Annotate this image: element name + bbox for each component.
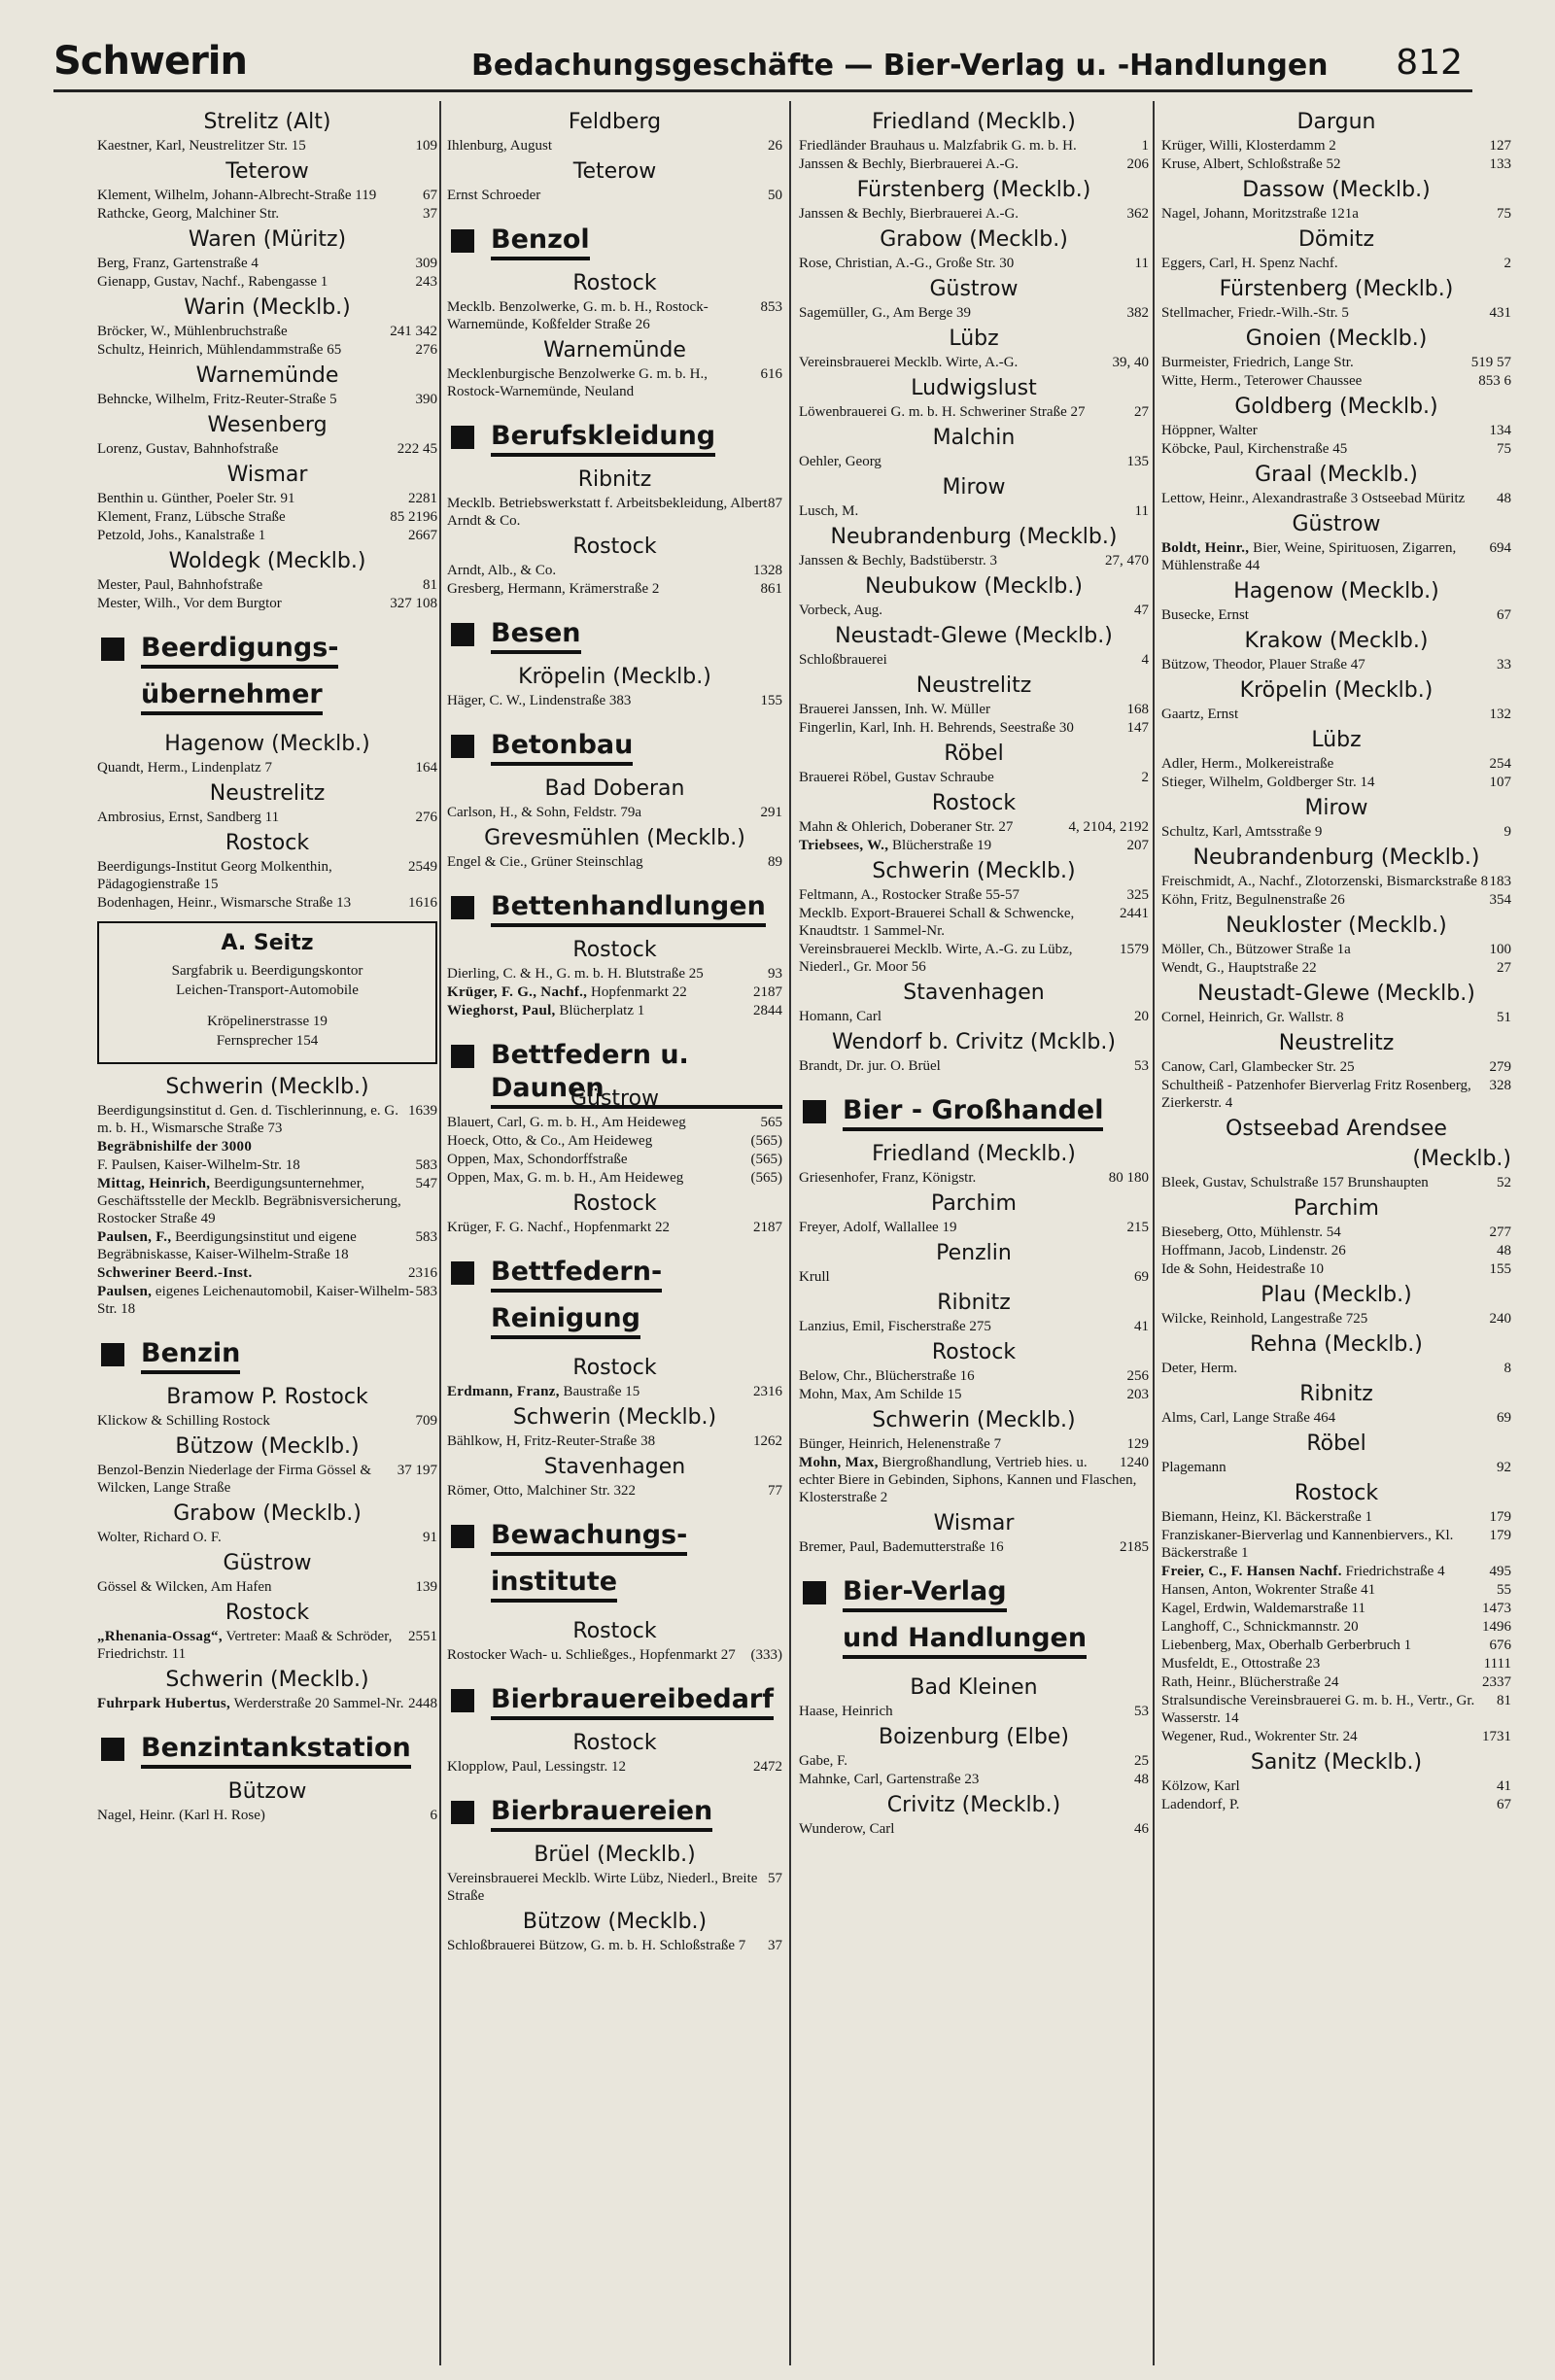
listing: Begräbnishilfe der 3000 (97, 1139, 253, 1155)
city-heading: Ribnitz (577, 467, 652, 492)
listing: 57 Vereinsbrauerei Mecklb. Wirte Lübz, Niederl., Breite Straße (447, 1871, 782, 1904)
listing: 183 Freischmidt, A., Nachf., Zlotorzenski, Bismarckstraße 8 (1161, 874, 1511, 889)
listing: 92 Plagemann (1161, 1460, 1511, 1475)
city-heading: Rostock (931, 791, 1017, 815)
city-heading: Brüel (Mecklb.) (534, 1843, 696, 1867)
listing: 55 Hansen, Anton, Wokrenter Straße 41 (1161, 1582, 1511, 1598)
city-heading: Graal (Mecklb.) (1255, 463, 1418, 487)
listing: 46 Wunderow, Carl (799, 1821, 1149, 1837)
category-heading: Benzin (97, 1333, 437, 1374)
listing: 2187 Krüger, F. G. Nachf., Hopfenmarkt 22 (447, 1220, 782, 1235)
listing: 583 Paulsen, F., Beerdigungsinstitut und eigene Begräbniskasse, Kaiser-Wilhelm-Straße 18 (97, 1229, 437, 1262)
listing: 256 Below, Chr., Blücherstraße 16 (799, 1368, 1149, 1384)
listing: 861 Gresberg, Hermann, Krämerstraße 2 (447, 581, 782, 597)
city-heading: Lübz (949, 327, 999, 351)
category-heading: Besen (447, 613, 782, 654)
city-heading: Neustadt-Glewe (Mecklb.) (835, 624, 1113, 648)
listing: 2441 Mecklb. Export-Brauerei Schall & Schwencke, Knaudtstr. 1 Sammel-Nr. (799, 906, 1149, 939)
ad-line: Sargfabrik u. Beerdigungskontor (171, 963, 363, 979)
city-heading: Güstrow (929, 277, 1019, 301)
city-heading: Friedland (Mecklb.) (872, 1142, 1076, 1166)
listing: 1 Friedländer Brauhaus u. Malzfabrik G. m. b. H. (799, 138, 1149, 154)
listing: 75 Nagel, Johann, Moritzstraße 121a (1161, 206, 1511, 222)
listing: 20 Homann, Carl (799, 1009, 1149, 1024)
city-heading: Neubukow (Mecklb.) (865, 574, 1083, 599)
listing: 134 Höppner, Walter (1161, 423, 1511, 438)
listing: 2281 Benthin u. Günther, Poeler Str. 91 (97, 491, 437, 506)
listing: 89 Engel & Cie., Grüner Steinschlag (447, 854, 782, 870)
listing: 67 Busecke, Ernst (1161, 607, 1511, 623)
column-divider (439, 101, 441, 2365)
column-divider (1153, 101, 1155, 2365)
city-heading: Fürstenberg (Mecklb.) (1219, 277, 1454, 301)
city-heading: Grevesmühlen (Mecklb.) (484, 826, 745, 850)
city-heading: Güstrow (223, 1551, 312, 1575)
listing: 2667 Petzold, Johs., Kanalstraße 1 (97, 528, 437, 543)
listing: 47 Vorbeck, Aug. (799, 603, 1149, 618)
city-heading: Grabow (Mecklb.) (173, 1501, 362, 1526)
city-heading: Parchim (931, 1191, 1017, 1216)
listing: 2316 Erdmann, Franz, Baustraße 15 (447, 1384, 782, 1399)
listing: 80 180 Griesenhofer, Franz, Königstr. (799, 1170, 1149, 1186)
city-heading: Ribnitz (1299, 1382, 1373, 1406)
city-heading: Hagenow (Mecklb.) (1233, 579, 1439, 604)
listing: 50 Ernst Schroeder (447, 188, 782, 203)
category-bullet-icon (451, 1045, 474, 1068)
listing: 69 Alms, Carl, Lange Straße 464 (1161, 1410, 1511, 1426)
listing: 206 Janssen & Bechly, Bierbrauerei A.-G. (799, 156, 1149, 172)
listing: 2549 Beerdigungs-Institut Georg Molkenthin, Pädagogienstraße 15 (97, 859, 437, 892)
listing: 168 Brauerei Janssen, Inh. W. Müller (799, 702, 1149, 717)
category-bullet-icon (451, 896, 474, 919)
advertisement-box (97, 921, 437, 1064)
city-heading: Rostock (572, 938, 657, 962)
listing: 48 Lettow, Heinr., Alexandrastraße 3 Ostseebad Müritz (1161, 491, 1511, 506)
listing: 207 Triebsees, W., Blücherstraße 19 (799, 838, 1149, 853)
listing: 41 Lanzius, Emil, Fischerstraße 275 (799, 1319, 1149, 1334)
listing: 69 Krull (799, 1269, 1149, 1285)
listing: 2 Eggers, Carl, H. Spenz Nachf. (1161, 256, 1511, 271)
listing: 241 342 Bröcker, W., Mühlenbruchstraße (97, 324, 437, 339)
listing: 694 Boldt, Heinr., Bier, Weine, Spirituosen, Zigarren, Mühlenstraße 44 (1161, 540, 1511, 573)
category-bullet-icon (451, 623, 474, 646)
city-heading: Friedland (Mecklb.) (872, 110, 1076, 134)
listing: 1639 Beerdigungsinstitut d. Gen. d. Tischlerinnung, e. G. m. b. H., Wismarsche Straße 73 (97, 1103, 437, 1136)
city-heading: Neustadt-Glewe (Mecklb.) (1197, 982, 1475, 1006)
header-title: Bedachungsgeschäfte — Bier-Verlag u. -Handlungen (471, 49, 1329, 83)
listing: 709 Klickow & Schilling Rostock (97, 1413, 437, 1429)
category-heading: Bettfedern- Reinigung (447, 1252, 782, 1345)
column-divider (789, 101, 791, 2365)
listing: 164 Quandt, Herm., Lindenplatz 7 (97, 760, 437, 776)
category-bullet-icon (101, 1343, 124, 1366)
listing: 48 Hoffmann, Jacob, Lindenstr. 26 (1161, 1243, 1511, 1259)
category-heading: Bierbrauereien (447, 1791, 782, 1832)
city-heading: Rehna (Mecklb.) (1250, 1332, 1423, 1357)
city-heading: Warnemünde (195, 363, 339, 388)
city-heading: Krakow (Mecklb.) (1244, 629, 1429, 653)
listing: 2551 „Rhenania-Ossag“, Vertreter: Maaß & Schröder, Friedrichstr. 11 (97, 1629, 437, 1662)
listing: 1731 Wegener, Rud., Wokrenter Str. 24 (1161, 1729, 1511, 1744)
category-heading: Bewachungs- institute (447, 1515, 782, 1608)
listing: 27 Löwenbrauerei G. m. b. H. Schweriner Straße 27 (799, 404, 1149, 420)
city-heading: Rostock (572, 535, 657, 559)
listing: 75 Köbcke, Paul, Kirchenstraße 45 (1161, 441, 1511, 457)
city-heading: Dassow (Mecklb.) (1242, 178, 1431, 202)
listing: 179 Biemann, Heinz, Kl. Bäckerstraße 1 (1161, 1509, 1511, 1525)
listing: 33 Bützow, Theodor, Plauer Straße 47 (1161, 657, 1511, 673)
city-heading: Neustrelitz (916, 673, 1032, 698)
ad-line: Kröpelinerstrasse 19 (207, 1014, 328, 1029)
listing: 53 Brandt, Dr. jur. O. Brüel (799, 1058, 1149, 1074)
listing: 583 Paulsen, eigenes Leichenautomobil, Kaiser-Wilhelm-Str. 18 (97, 1284, 437, 1317)
city-heading: Woldegk (Mecklb.) (168, 549, 366, 573)
listing: 676 Liebenberg, Max, Oberhalb Gerberbruch 1 (1161, 1638, 1511, 1653)
listing: 2448 Fuhrpark Hubertus, Werderstraße 20 Sammel-Nr. (97, 1696, 437, 1711)
city-heading: Rostock (572, 1191, 657, 1216)
listing: 2844 Wieghorst, Paul, Blücherplatz 1 (447, 1003, 782, 1018)
city-heading: Dargun (1296, 110, 1376, 134)
listing: 853 Mecklb. Benzolwerke, G. m. b. H., Rostock-Warnemünde, Koßfelder Straße 26 (447, 299, 782, 332)
listing: 1473 Kagel, Erdwin, Waldemarstraße 11 (1161, 1601, 1511, 1616)
header-rule (53, 89, 1472, 92)
city-heading: Malchin (932, 426, 1016, 450)
city-heading: Neukloster (Mecklb.) (1226, 914, 1447, 938)
listing: 133 Kruse, Albert, Schloßstraße 52 (1161, 156, 1511, 172)
listing: 127 Krüger, Willi, Klosterdamm 2 (1161, 138, 1511, 154)
listing: 4, 2104, 2192 Mahn & Ohlerich, Doberaner Str. 27 (799, 819, 1149, 835)
city-heading: Neustrelitz (1278, 1031, 1395, 1055)
listing: 135 Oehler, Georg (799, 454, 1149, 469)
city-heading: Wismar (933, 1511, 1015, 1535)
city-heading: Crivitz (Mecklb.) (886, 1793, 1061, 1817)
listing: 53 Haase, Heinrich (799, 1704, 1149, 1719)
city-heading: Rostock (572, 1619, 657, 1643)
city-heading: Stavenhagen (903, 981, 1045, 1005)
city-heading: Rostock (572, 271, 657, 295)
city-heading: Schwerin (Mecklb.) (872, 859, 1076, 883)
column-4 (1161, 105, 1511, 1814)
category-bullet-icon (451, 1689, 474, 1712)
city-heading: Wismar (226, 463, 308, 487)
column-3 (799, 105, 1149, 1839)
listing: 129 Bünger, Heinrich, Helenenstraße 7 (799, 1436, 1149, 1452)
category-heading: Berufskleidung (447, 416, 782, 457)
city-heading: Hagenow (Mecklb.) (164, 732, 370, 756)
listing: 1240 Mohn, Max, Biergroßhandlung, Vertrieb hies. u. echter Biere in Gebinden, Siphons, Kannen und Flaschen, Klosterstraße 2 (799, 1455, 1149, 1505)
listing: 155 Ide & Sohn, Heidestraße 10 (1161, 1261, 1511, 1277)
listing: 27, 470 Janssen & Bechly, Badstüberstr. 3 (799, 553, 1149, 569)
listing: 51 Cornel, Heinrich, Gr. Wallstr. 8 (1161, 1010, 1511, 1025)
listing: 4 Schloßbrauerei (799, 652, 1149, 668)
listing: 254 Adler, Herm., Molkereistraße (1161, 756, 1511, 772)
listing: 11 Lusch, M. (799, 503, 1149, 519)
category-heading: Bier - Großhandel (799, 1090, 1149, 1131)
city-heading: Schwerin (Mecklb.) (872, 1408, 1076, 1432)
city-heading: Rostock (225, 831, 310, 855)
listing: 39, 40 Vereinsbrauerei Mecklb. Wirte, A.-G. (799, 355, 1149, 370)
city-heading: Röbel (1306, 1431, 1366, 1456)
listing: 132 Gaartz, Ernst (1161, 707, 1511, 722)
city-heading: Rostock (1294, 1481, 1379, 1505)
ad-line: Fernsprecher 154 (216, 1033, 319, 1049)
listing: 93 Dierling, C. & H., G. m. b. H. Blutstraße 25 (447, 966, 782, 982)
page-header (53, 39, 1472, 89)
listing: 77 Römer, Otto, Malchiner Str. 322 (447, 1483, 782, 1499)
listing: 100 Möller, Ch., Bützower Straße 1a (1161, 942, 1511, 957)
category-bullet-icon (451, 1261, 474, 1285)
city-heading: Neustrelitz (209, 781, 326, 806)
city-heading: Schwerin (Mecklb.) (512, 1405, 717, 1430)
city-heading: Sanitz (Mecklb.) (1250, 1750, 1423, 1775)
category-bullet-icon (451, 735, 474, 758)
listing: 616 Mecklenburgische Benzolwerke G. m. b. H., Rostock-Warnemünde, Neuland (447, 366, 782, 399)
city-heading: (Mecklb.) (1412, 1147, 1511, 1171)
listing: 26 Ihlenburg, August (447, 138, 782, 154)
city-heading: Dömitz (1297, 227, 1375, 252)
listing: (333) Rostocker Wach- u. Schließges., Hopfenmarkt 27 (447, 1647, 782, 1663)
listing: 203 Mohn, Max, Am Schilde 15 (799, 1387, 1149, 1402)
listing: 37 197 Benzol-Benzin Niederlage der Firma Gössel & Wilcken, Lange Straße (97, 1463, 437, 1496)
city-heading: Güstrow (1292, 512, 1381, 536)
city-heading: Ludwigslust (911, 376, 1037, 400)
listing: 11 Rose, Christian, A.-G., Große Str. 30 (799, 256, 1149, 271)
city-heading: Warnemünde (543, 338, 686, 362)
listing: 109 Kaestner, Karl, Neustrelitzer Str. 15 (97, 138, 437, 154)
listing: 139 Gössel & Wilcken, Am Hafen (97, 1579, 437, 1595)
category-heading: Bettfedern u. Daunen (447, 1035, 782, 1076)
listing: 519 57 Burmeister, Friedrich, Lange Str. (1161, 355, 1511, 370)
listing: 243 Gienapp, Gustav, Nachf., Rabengasse 1 (97, 274, 437, 290)
listing: 107 Stieger, Wilhelm, Goldberger Str. 14 (1161, 775, 1511, 790)
city-heading: Lübz (1311, 728, 1362, 752)
city-heading: Neubrandenburg (Mecklb.) (1192, 845, 1480, 870)
listing: 240 Wilcke, Reinhold, Langestraße 725 (1161, 1311, 1511, 1327)
listing: 1262 Bählkow, H, Fritz-Reuter-Straße 38 (447, 1433, 782, 1449)
listing: 1328 Arndt, Alb., & Co. (447, 563, 782, 578)
column-1 (97, 105, 437, 1825)
category-bullet-icon (803, 1581, 826, 1604)
city-heading: Bad Doberan (544, 776, 685, 801)
listing: 325 Feltmann, A., Rostocker Straße 55-57 (799, 887, 1149, 903)
listing: 1496 Langhoff, C., Schnickmannstr. 20 (1161, 1619, 1511, 1635)
listing: 2 Brauerei Röbel, Gustav Schraube (799, 770, 1149, 785)
listing: 67 Klement, Wilhelm, Johann-Albrecht-Straße 119 (97, 188, 437, 203)
column-2 (447, 105, 782, 1955)
page-number: 812 (1396, 43, 1463, 83)
city-heading: Kröpelin (Mecklb.) (518, 665, 711, 689)
listing: 362 Janssen & Bechly, Bierbrauerei A.-G. (799, 206, 1149, 222)
listing: 41 Kölzow, Karl (1161, 1778, 1511, 1794)
listing: 9 Schultz, Karl, Amtsstraße 9 (1161, 824, 1511, 840)
listing: 147 Fingerlin, Karl, Inh. H. Behrends, Seestraße 30 (799, 720, 1149, 736)
category-heading: Bier-Verlag und Handlungen (799, 1571, 1149, 1665)
listing: (565) Oppen, Max, G. m. b. H., Am Heideweg (447, 1170, 782, 1186)
listing: 354 Köhn, Fritz, Begulnenstraße 26 (1161, 892, 1511, 908)
listing: (565) Hoeck, Otto, & Co., Am Heideweg (447, 1133, 782, 1149)
category-bullet-icon (803, 1100, 826, 1123)
category-bullet-icon (451, 229, 474, 253)
listing: 583 F. Paulsen, Kaiser-Wilhelm-Str. 18 (97, 1157, 437, 1173)
city-heading: Teterow (572, 159, 657, 184)
listing: (565) Oppen, Max, Schondorffstraße (447, 1152, 782, 1167)
city-heading: Bramow P. Rostock (166, 1385, 368, 1409)
listing: 25 Gabe, F. (799, 1753, 1149, 1769)
city-heading: Schwerin (Mecklb.) (165, 1075, 369, 1099)
city-heading: Rostock (572, 1731, 657, 1755)
city-heading: Plau (Mecklb.) (1261, 1283, 1412, 1307)
city-heading: Waren (Müritz) (188, 227, 347, 252)
listing: 2187 Krüger, F. G., Nachf., Hopfenmarkt 22 (447, 984, 782, 1000)
listing: 1579 Vereinsbrauerei Mecklb. Wirte, A.-G. zu Lübz, Niederl., Gr. Moor 56 (799, 942, 1149, 975)
listing: 2316 Schweriner Beerd.-Inst. (97, 1265, 437, 1281)
city-heading: Röbel (944, 742, 1004, 766)
city-heading: Grabow (Mecklb.) (880, 227, 1068, 252)
city-heading: Bützow (Mecklb.) (175, 1434, 360, 1459)
city-heading: Wesenberg (207, 413, 328, 437)
city-heading: Goldberg (Mecklb.) (1234, 395, 1438, 419)
listing: 37 Rathcke, Georg, Malchiner Str. (97, 206, 437, 222)
city-heading: Gnoien (Mecklb.) (1245, 327, 1428, 351)
city-heading: Boizenburg (Elbe) (879, 1725, 1069, 1749)
listing: 27 Wendt, G., Hauptstraße 22 (1161, 960, 1511, 976)
listing: 382 Sagemüller, G., Am Berge 39 (799, 305, 1149, 321)
listing: 1111 Musfeldt, E., Ottostraße 23 (1161, 1656, 1511, 1672)
city-heading: Ribnitz (937, 1291, 1011, 1315)
category-bullet-icon (101, 638, 124, 661)
category-heading: Bierbrauereibedarf (447, 1679, 782, 1720)
listing: 91 Wolter, Richard O. F. (97, 1530, 437, 1545)
ad-title: A. Seitz (221, 931, 314, 955)
city-heading: Ostseebad Arendsee (1226, 1117, 1447, 1141)
listing: 215 Freyer, Adolf, Wallallee 19 (799, 1220, 1149, 1235)
category-heading: Benzintankstation (97, 1728, 437, 1769)
listing: 2185 Bremer, Paul, Bademutterstraße 16 (799, 1539, 1149, 1555)
listing: 291 Carlson, H., & Sohn, Feldstr. 79a (447, 805, 782, 820)
city-heading: Teterow (225, 159, 309, 184)
listing: 279 Canow, Carl, Glambecker Str. 25 (1161, 1059, 1511, 1075)
category-bullet-icon (451, 1525, 474, 1548)
listing: 431 Stellmacher, Friedr.-Wilh.-Str. 5 (1161, 305, 1511, 321)
listing: 222 45 Lorenz, Gustav, Bahnhofstraße (97, 441, 437, 457)
listing: 87 Mecklb. Betriebswerkstatt f. Arbeitsbekleidung, Albert Arndt & Co. (447, 496, 782, 529)
listing: 81 Mester, Paul, Bahnhofstraße (97, 577, 437, 593)
listing: 48 Mahnke, Carl, Gartenstraße 23 (799, 1772, 1149, 1787)
category-heading: Bettenhandlungen (447, 886, 782, 927)
city-heading: Wendorf b. Crivitz (Mcklb.) (832, 1030, 1116, 1054)
listing: 853 6 Witte, Herm., Teterower Chaussee (1161, 373, 1511, 389)
city-heading: Rostock (225, 1601, 310, 1625)
listing: 67 Ladendorf, P. (1161, 1797, 1511, 1812)
city-heading: Kröpelin (Mecklb.) (1239, 678, 1434, 703)
city-heading: Rostock (572, 1356, 657, 1380)
city-heading: Bützow (227, 1779, 307, 1804)
category-bullet-icon (451, 426, 474, 449)
category-heading: Benzol (447, 220, 782, 260)
listing: 2472 Klopplow, Paul, Lessingstr. 12 (447, 1759, 782, 1775)
city-heading: Schwerin (Mecklb.) (165, 1668, 369, 1692)
listing: 52 Bleek, Gustav, Schulstraße 157 Brunshaupten (1161, 1175, 1511, 1190)
city-heading: Bützow (Mecklb.) (522, 1910, 708, 1934)
city-heading: Fürstenberg (Mecklb.) (856, 178, 1091, 202)
city-heading: Güstrow (570, 1087, 660, 1111)
city-heading: Stavenhagen (543, 1455, 686, 1479)
category-bullet-icon (451, 1801, 474, 1824)
listing: 1616 Bodenhagen, Heinr., Wismarsche Straße 13 (97, 895, 437, 911)
listing: 276 Ambrosius, Ernst, Sandberg 11 (97, 810, 437, 825)
listing: 6 Nagel, Heinr. (Karl H. Rose) (97, 1808, 437, 1823)
listing: 37 Schloßbrauerei Bützow, G. m. b. H. Schloßstraße 7 (447, 1938, 782, 1953)
listing: 8 Deter, Herm. (1161, 1361, 1511, 1376)
city-heading: Strelitz (Alt) (203, 110, 331, 134)
city-heading: Mirow (1304, 796, 1368, 820)
listing: 328 Schultheiß - Patzenhofer Bierverlag Fritz Rosenberg, Zierkerstr. 4 (1161, 1078, 1511, 1111)
city-heading: Feldberg (568, 110, 662, 134)
listing: 85 2196 Klement, Franz, Lübsche Straße (97, 509, 437, 525)
city-heading: Neubrandenburg (Mecklb.) (830, 525, 1118, 549)
listing: 2337 Rath, Heinr., Blücherstraße 24 (1161, 1674, 1511, 1690)
listing: 495 Freier, C., F. Hansen Nachf. Friedrichstraße 4 (1161, 1564, 1511, 1579)
listing: 155 Häger, C. W., Lindenstraße 383 (447, 693, 782, 708)
listing: 327 108 Mester, Wilh., Vor dem Burgtor (97, 596, 437, 611)
city-heading: Parchim (1294, 1196, 1379, 1221)
category-heading: Betonbau (447, 725, 782, 766)
listing: 277 Bieseberg, Otto, Mühlenstr. 54 (1161, 1224, 1511, 1240)
listing: 390 Behncke, Wilhelm, Fritz-Reuter-Straße 5 (97, 392, 437, 407)
city-heading: Rostock (931, 1340, 1017, 1364)
listing: 179 Franziskaner-Bierverlag und Kannenbiervers., Kl. Bäckerstraße 1 (1161, 1528, 1511, 1561)
listing: 309 Berg, Franz, Gartenstraße 4 (97, 256, 437, 271)
city-heading: Warin (Mecklb.) (184, 295, 351, 320)
ad-line: Leichen-Transport-Automobile (176, 983, 359, 998)
header-city: Schwerin (53, 39, 247, 84)
city-heading: Penzlin (936, 1241, 1012, 1265)
city-heading: Mirow (942, 475, 1006, 500)
listing: 81 Stralsundische Vereinsbrauerei G. m. b. H., Vertr., Gr. Wasserstr. 14 (1161, 1693, 1511, 1726)
listing: 565 Blauert, Carl, G. m. b. H., Am Heideweg (447, 1115, 782, 1130)
city-heading: Bad Kleinen (910, 1675, 1038, 1700)
category-heading: Beerdigungs- übernehmer (97, 628, 437, 721)
listing: 276 Schultz, Heinrich, Mühlendammstraße 65 (97, 342, 437, 358)
listing: 547 Mittag, Heinrich, Beerdigungsunternehmer, Geschäftsstelle der Mecklb. Begräbnisversicherung, Rostocker Straße 49 (97, 1176, 437, 1226)
category-bullet-icon (101, 1738, 124, 1761)
